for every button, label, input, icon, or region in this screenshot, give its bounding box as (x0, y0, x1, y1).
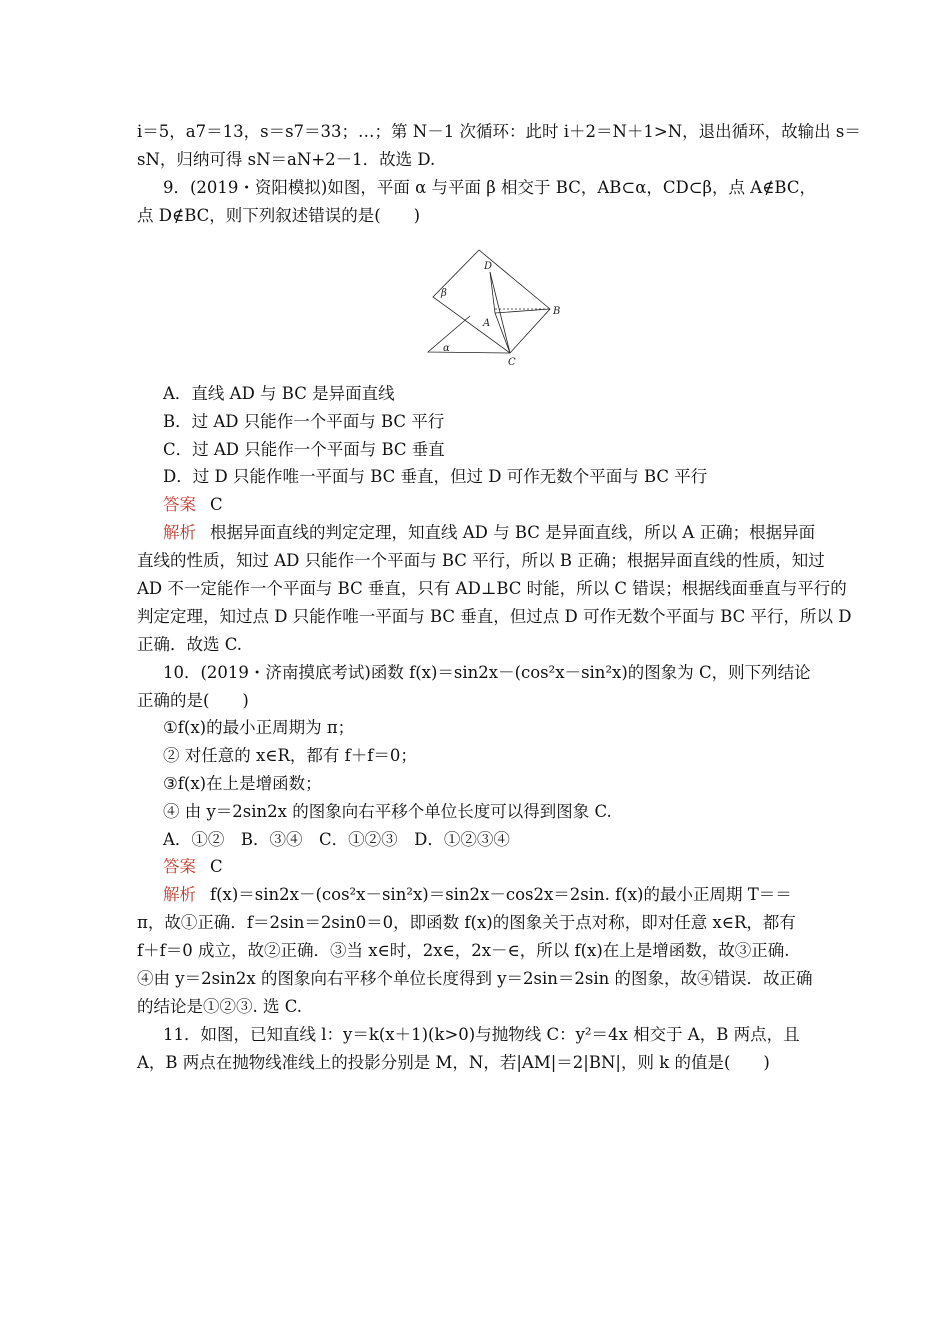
label-beta: β (441, 288, 447, 299)
answer-label: 答案 (163, 495, 196, 514)
analysis-text: 根据异面直线的判定定理，知直线 AD 与 BC 是异面直线，所以 A 正确；根据异面 (210, 523, 816, 542)
text-line: 直线的性质，知过 AD 只能作一个平面与 BC 平行，所以 B 正确；根据异面直线的性质，知过 (137, 551, 825, 570)
planes-figure (425, 245, 585, 370)
problem-11-stem-cont: A，B 两点在抛物线准线上的投影分别是 M，N，若|AM|＝2|BN|，则 k 的值是( ) (137, 1053, 770, 1072)
text-line: π，故①正确．f＝2sin＝2sin0＝0，即函数 f(x)的图象关于点对称，即对任意 x∈R，都有 (137, 913, 796, 932)
option-c: C．过 AD 只能作一个平面与 BC 垂直 (163, 440, 445, 459)
option-a: A．直线 AD 与 BC 是异面直线 (163, 384, 395, 403)
analysis-text: f(x)＝sin2x－(cos²x－sin²x)＝sin2x－cos2x＝2sin. f(x)的最小正周期 T＝＝ (210, 885, 792, 904)
statement-4: ④ 由 y＝2sin2x 的图象向右平移个单位长度可以得到图象 C. (163, 802, 612, 821)
problem-10-stem-cont: 正确的是( ) (137, 691, 249, 710)
analysis-line (163, 881, 950, 909)
analysis-label: 解析 (163, 523, 196, 542)
text-line: sN，归纳可得 sN＝aN+2－1．故选 D. (137, 150, 436, 169)
label-a: A (483, 318, 491, 329)
analysis-label: 解析 (163, 885, 196, 904)
text-line: ④由 y＝2sin2x 的图象向右平移个单位长度得到 y＝2sin＝2sin 的图象，故④错误．故正确 (137, 969, 813, 988)
text-line: i＝5，a7＝13，s＝s7＝33；…；第 N－1 次循环：此时 i＋2＝N＋1>N，退出循环，故输出 s＝ (137, 122, 861, 141)
problem-11-stem: 11．如图，已知直线 l：y＝k(x＋1)(k>0)与抛物线 C：y²＝4x 相交于 A，B 两点，且 (163, 1025, 800, 1044)
problem-10-stem: 10．(2019・济南摸底考试)函数 f(x)＝sin2x－(cos²x－sin²x)的图象为 C，则下列结论 (163, 663, 811, 682)
answer-value: C (210, 495, 223, 514)
option-b: B．过 AD 只能作一个平面与 BC 平行 (163, 412, 445, 431)
answer-value: C (210, 857, 223, 876)
text-line: 判定定理，知过点 D 只能作唯一平面与 BC 垂直，但过点 D 可作无数个平面与 BC 平行，所以 D (137, 607, 852, 626)
line-d-a (490, 272, 495, 313)
text-line: 的结论是①②③. 选 C. (137, 997, 303, 1016)
statement-3: ③f(x)在上是增函数； (163, 774, 322, 793)
text-line: f＋f＝0 成立，故②正确．③当 x∈时，2x∈，2x－∈，所以 f(x)在上是增函数，故③正确. (137, 941, 790, 960)
analysis-line (163, 519, 950, 547)
label-c: C (508, 357, 516, 368)
line-a-b (495, 309, 550, 313)
label-d: D (484, 261, 493, 272)
plane-alpha (428, 316, 510, 353)
option-d: D．过 D 只能作唯一平面与 BC 垂直，但过 D 可作无数个平面与 BC 平行 (163, 467, 708, 486)
options-line: A．①② B．③④ C．①②③ D．①②③④ (163, 830, 510, 849)
line-a-c (495, 313, 510, 353)
statement-2: ② 对任意的 x∈R，都有 f＋f＝0； (163, 746, 417, 765)
answer-line (163, 491, 950, 519)
problem-9-stem: 9．(2019・资阳模拟)如图，平面 α 与平面 β 相交于 BC，AB⊂α，CD⊂β，点 A∉BC， (163, 178, 816, 197)
answer-label: 答案 (163, 857, 196, 876)
problem-9-stem-cont: 点 D∉BC，则下列叙述错误的是( ) (137, 206, 421, 225)
label-b: B (553, 306, 561, 317)
label-alpha: α (443, 343, 450, 354)
statement-1: ①f(x)的最小正周期为 π； (163, 718, 355, 737)
answer-line (163, 853, 950, 881)
text-line: AD 不一定能作一个平面与 BC 垂直，只有 AD⊥BC 时能，所以 C 错误；根据线面垂直与平行的 (137, 579, 847, 598)
text-line: 正确．故选 C. (137, 635, 243, 654)
